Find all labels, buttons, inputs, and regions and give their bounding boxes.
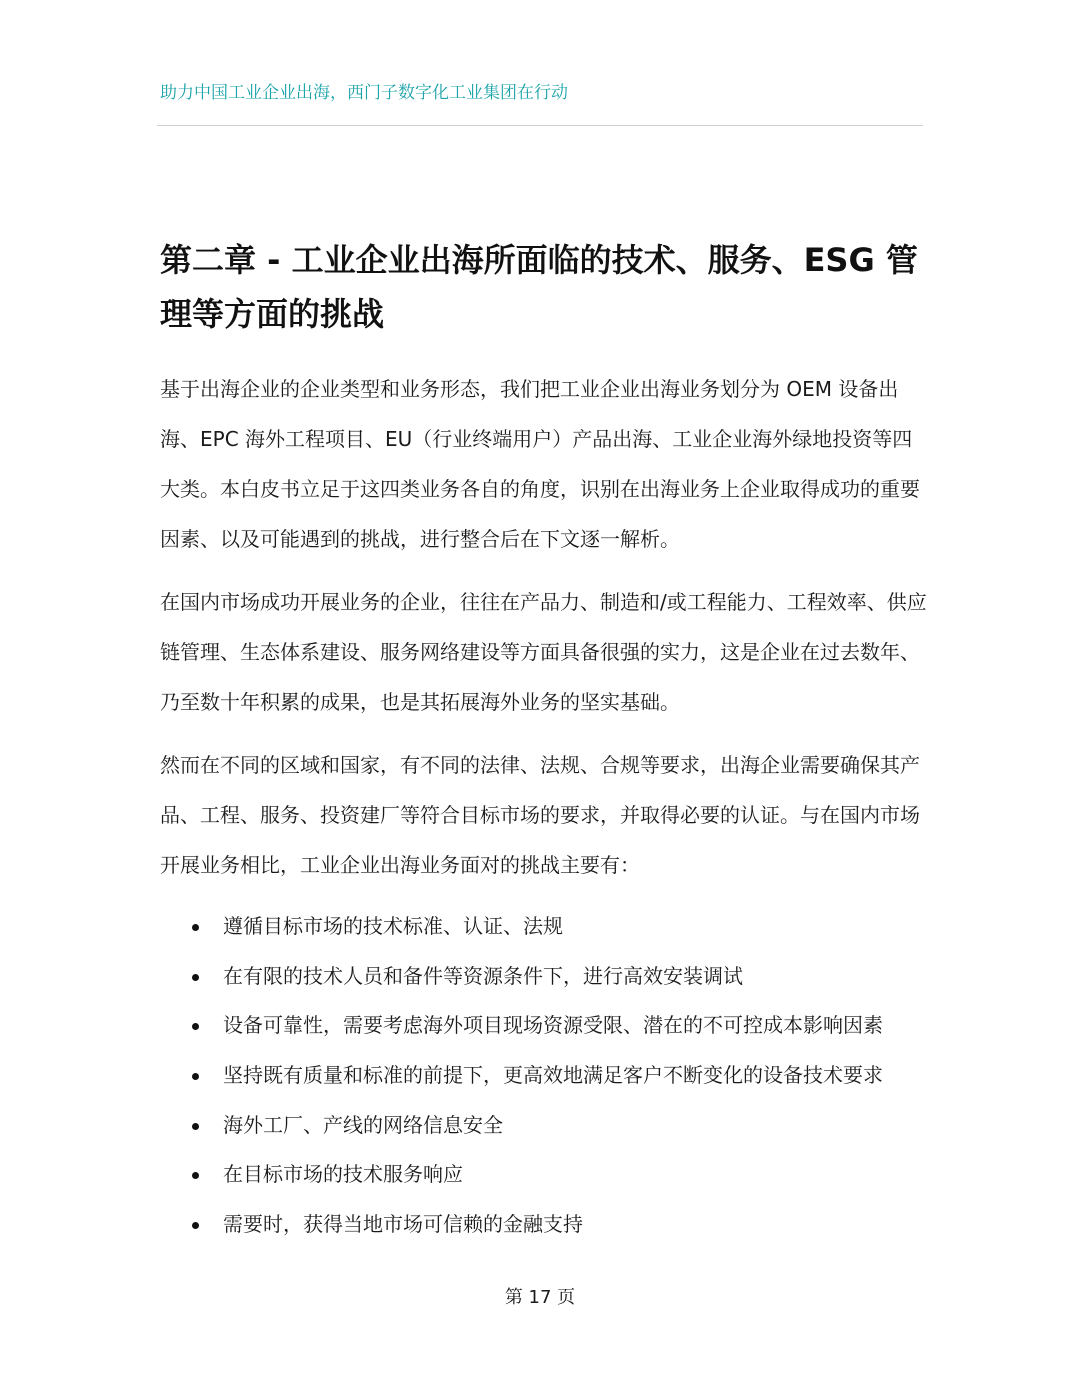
list-item [160, 1001, 930, 1051]
list-item [160, 952, 930, 1002]
list-item [160, 1200, 930, 1250]
list-item-text: 在目标市场的技术服务响应 [223, 1162, 463, 1187]
list-item [160, 1051, 930, 1101]
bullet-icon [192, 1222, 199, 1229]
list-item-text: 海外工厂、产线的网络信息安全 [223, 1112, 503, 1137]
bullet-icon [192, 1073, 199, 1080]
page-number: 第 17 页 [504, 1287, 576, 1308]
list-item-text: 在有限的技术人员和备件等资源条件下，进行高效安装调试 [223, 963, 743, 988]
list-item-text: 需要时，获得当地市场可信赖的金融支持 [223, 1212, 583, 1237]
bullet-icon [192, 1123, 199, 1130]
bullet-icon [192, 1172, 199, 1179]
list-item-text: 坚持既有质量和标准的前提下，更高效地满足客户不断变化的设备技术要求 [223, 1063, 883, 1088]
running-header: 助力中国工业企业出海，西门子数字化工业集团在行动 [160, 83, 568, 103]
body-paragraph-3: 然而在不同的区域和国家，有不同的法律、法规、合规等要求，出海企业需要确保其产品、工程、服务、投资建厂等符合目标市场的要求，并取得必要的认证。与在国内市场开展业务相比，工业企业出海业务面对的挑战主要有： [160, 753, 920, 877]
bullet-icon [192, 924, 199, 931]
body-paragraph-1: 基于出海企业的企业类型和业务形态，我们把工业企业出海业务划分为 OEM 设备出海、EPC 海外工程项目、EU（行业终端用户）产品出海、工业企业海外绿地投资等四大类。本白皮书立足于这四类业务各自的角度，识别在出海业务上企业取得成功的重要因素、以及可能遇到的挑战，进行整合后在下文逐一解析。 [160, 377, 920, 551]
bullet-icon [192, 974, 199, 981]
challenges-list [160, 902, 930, 1250]
bullet-icon [192, 1023, 199, 1030]
list-item [160, 902, 930, 952]
list-item [160, 1101, 930, 1151]
list-item-text: 遵循目标市场的技术标准、认证、法规 [223, 914, 563, 938]
body-paragraph-2: 在国内市场成功开展业务的企业，往往在产品力、制造和/或工程能力、工程效率、供应链管理、生态体系建设、服务网络建设等方面具备很强的实力，这是企业在过去数年、乃至数十年积累的成果，也是其拓展海外业务的坚实基础。 [160, 590, 927, 714]
chapter-title: 第二章 - 工业企业出海所面临的技术、服务、ESG 管理等方面的挑战 [160, 241, 918, 333]
header-divider [157, 125, 923, 126]
list-item-text: 设备可靠性，需要考虑海外项目现场资源受限、潜在的不可控成本影响因素 [223, 1013, 883, 1038]
list-item [160, 1150, 930, 1200]
